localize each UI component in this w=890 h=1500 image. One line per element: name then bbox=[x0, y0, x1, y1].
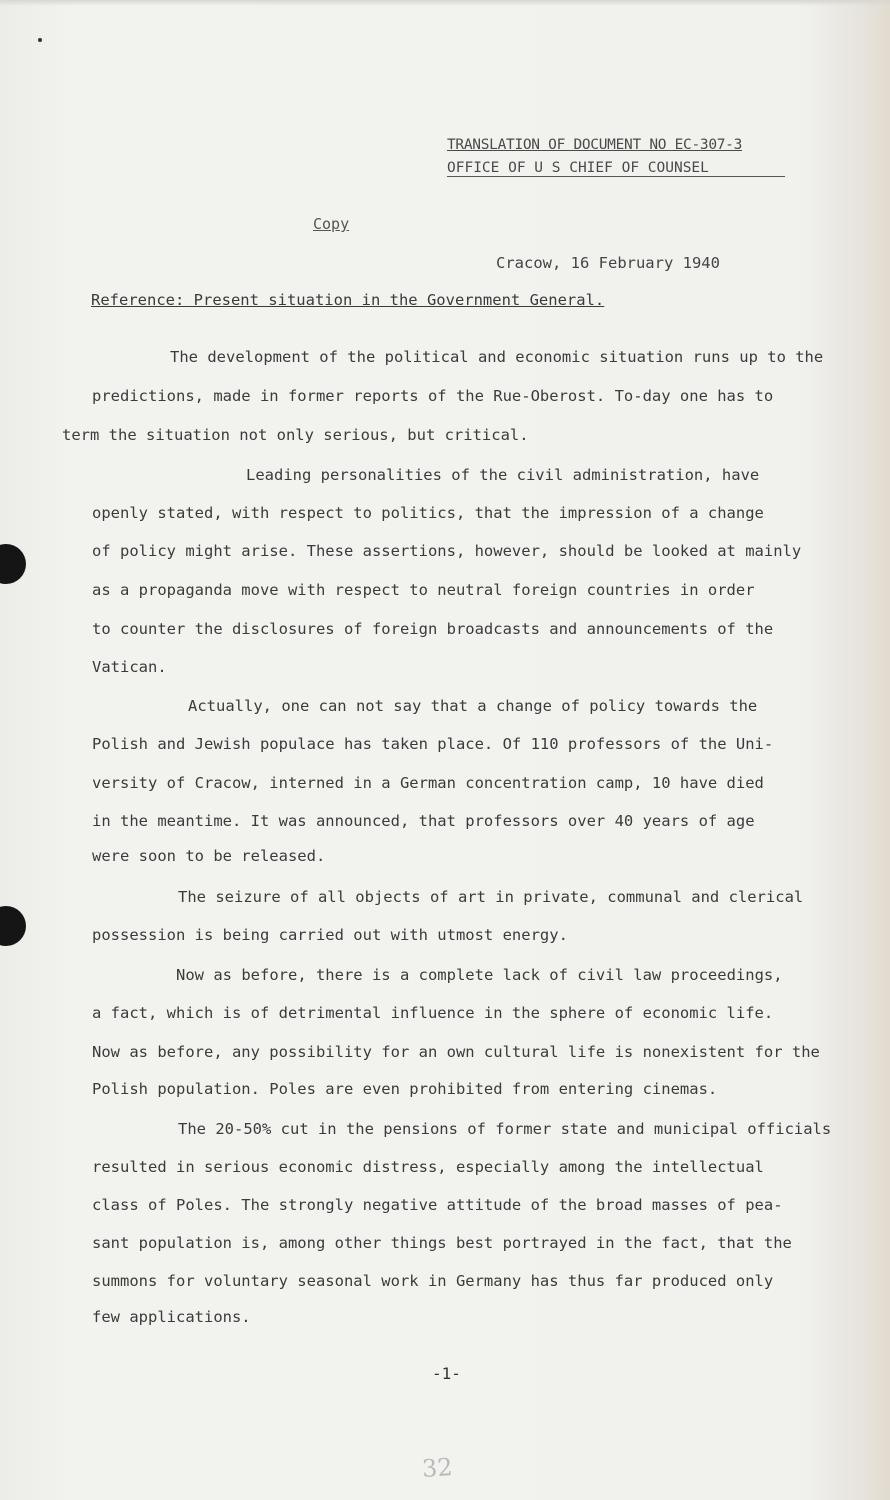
page-number: -1- bbox=[432, 1364, 461, 1383]
date-line: Cracow, 16 February 1940 bbox=[496, 254, 720, 272]
header-document-number: TRANSLATION OF DOCUMENT NO EC-307-3 bbox=[447, 137, 743, 153]
body-line: Now as before, any possibility for an own cultural life is nonexistent for the bbox=[92, 1043, 820, 1061]
body-line: to counter the disclosures of foreign broadcasts and announcements of the bbox=[92, 620, 774, 638]
body-line: of policy might arise. These assertions, however, should be looked at mainly bbox=[92, 542, 802, 560]
body-line: versity of Cracow, interned in a German concentration camp, 10 have died bbox=[92, 774, 764, 792]
body-line: sant population is, among other things best portrayed in the fact, that the bbox=[92, 1234, 792, 1252]
body-line: a fact, which is of detrimental influence in the sphere of economic life. bbox=[92, 1004, 774, 1022]
body-line: The seizure of all objects of art in private, communal and clerical bbox=[178, 888, 804, 906]
header-rule bbox=[447, 176, 785, 177]
body-line: Leading personalities of the civil administration, have bbox=[246, 466, 760, 484]
reference-line: Reference: Present situation in the Government General. bbox=[91, 291, 605, 309]
punch-hole bbox=[0, 544, 26, 584]
punch-hole bbox=[0, 906, 26, 946]
document-header bbox=[447, 134, 785, 180]
body-line: predictions, made in former reports of the Rue-Oberost. To-day one has to bbox=[92, 387, 774, 405]
body-line: Vatican. bbox=[92, 658, 167, 676]
header-office: OFFICE OF U S CHIEF OF COUNSEL bbox=[447, 160, 709, 176]
body-line: resulted in serious economic distress, especially among the intellectual bbox=[92, 1158, 764, 1176]
body-line: Actually, one can not say that a change of policy towards the bbox=[188, 697, 758, 715]
body-line: as a propaganda move with respect to neutral foreign countries in order bbox=[92, 581, 755, 599]
body-line: possession is being carried out with utmost energy. bbox=[92, 926, 568, 944]
body-line: were soon to be released. bbox=[92, 847, 326, 865]
ink-dot bbox=[38, 38, 42, 42]
page-top-edge bbox=[0, 0, 890, 6]
handwritten-page-number: 32 bbox=[421, 1452, 454, 1484]
body-line: in the meantime. It was announced, that professors over 40 years of age bbox=[92, 812, 755, 830]
copy-label: Copy bbox=[313, 215, 350, 233]
body-line: Now as before, there is a complete lack of civil law proceedings, bbox=[176, 966, 783, 984]
body-line: The 20-50% cut in the pensions of former state and municipal officials bbox=[178, 1120, 832, 1138]
body-line: few applications. bbox=[92, 1308, 251, 1326]
body-line: The development of the political and economic situation runs up to the bbox=[170, 348, 824, 366]
body-line: Polish population. Poles are even prohibited from entering cinemas. bbox=[92, 1080, 718, 1098]
body-line: summons for voluntary seasonal work in Germany has thus far produced only bbox=[92, 1272, 774, 1290]
body-line: openly stated, with respect to politics, that the impression of a change bbox=[92, 504, 764, 522]
body-line: term the situation not only serious, but critical. bbox=[62, 426, 529, 444]
body-line: Polish and Jewish populace has taken place. Of 110 professors of the Uni- bbox=[92, 735, 774, 753]
body-line: class of Poles. The strongly negative attitude of the broad masses of pea- bbox=[92, 1196, 783, 1214]
